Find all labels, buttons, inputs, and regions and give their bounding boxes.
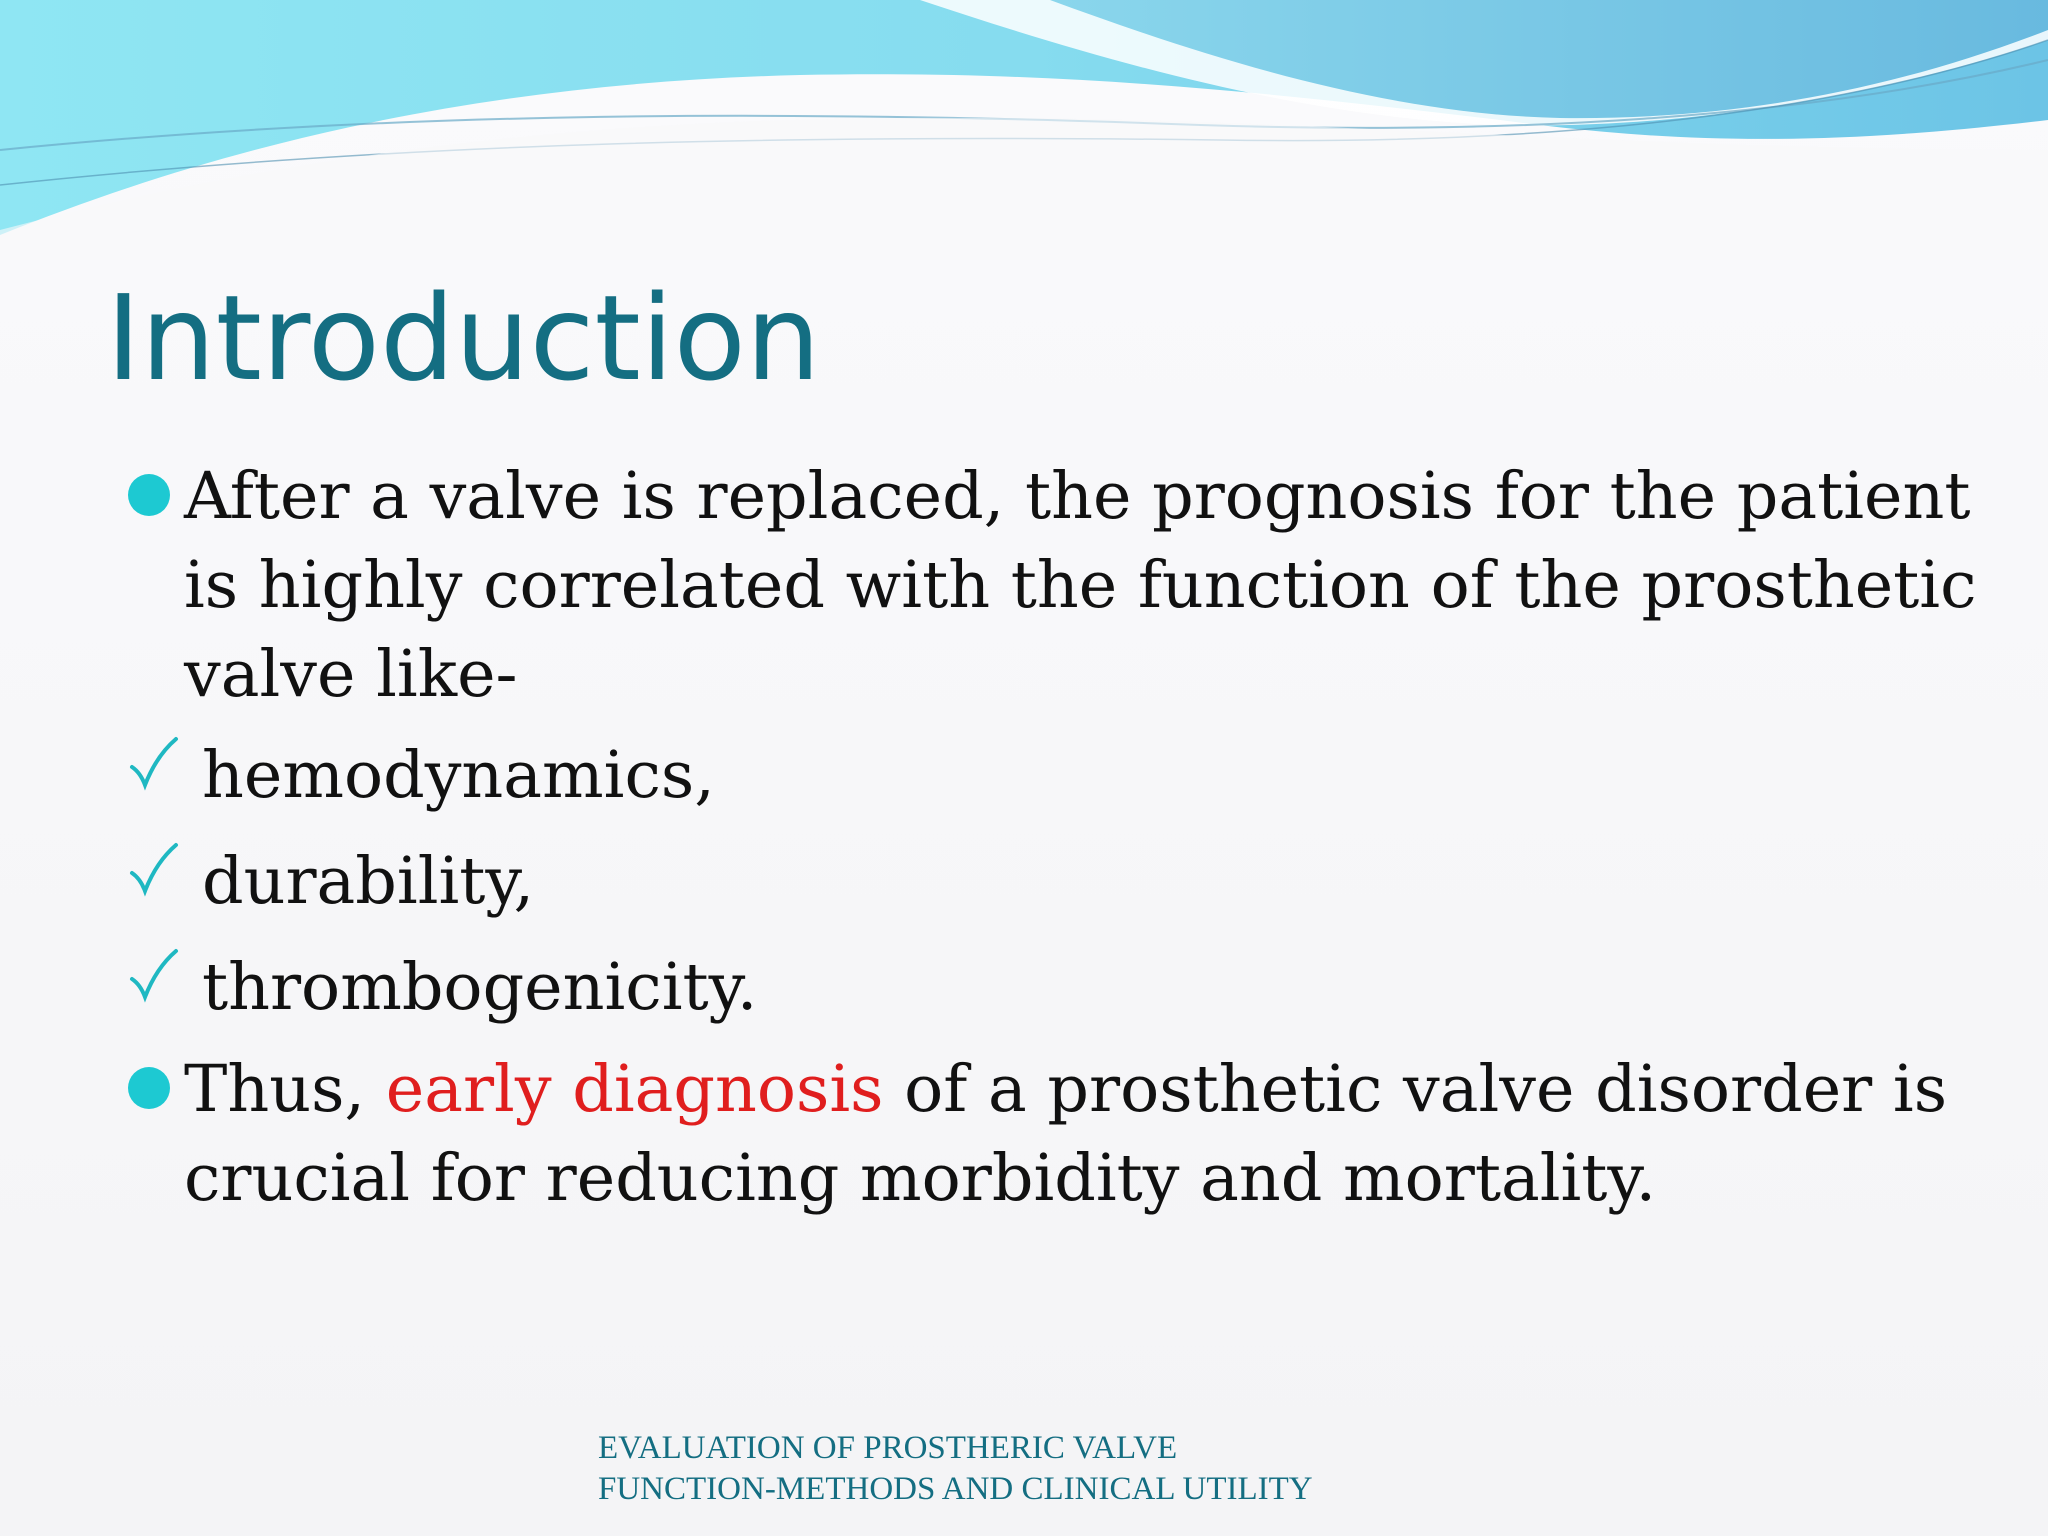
- footer-line-1: EVALUATION OF PROSTHERIC VALVE: [598, 1430, 1178, 1466]
- bullet-text-before: Thus,: [184, 1052, 386, 1127]
- highlight-text: early diagnosis: [385, 1052, 884, 1127]
- checklist-text: hemodynamics,: [202, 738, 715, 813]
- bullet-text-after: of a prosthetic valve disorder is crucial for reducing morbidity and mortality.: [184, 1052, 1948, 1216]
- bullet-item: [128, 452, 2008, 719]
- checklist-text: thrombogenicity.: [202, 950, 758, 1025]
- slide-title: Introduction: [106, 269, 821, 407]
- checklist-item: [128, 829, 2008, 935]
- bullet-text: After a valve is replaced, the prognosis for the patient is highly correlated with the function of the prosthetic valve like-: [184, 459, 1977, 712]
- checklist-item: [128, 723, 2008, 829]
- checklist-text: durability,: [202, 844, 535, 919]
- checkmark-icon: [128, 945, 180, 1005]
- checkmark-icon: [128, 839, 180, 899]
- bullet-item: [128, 1045, 2008, 1223]
- slide-body: [128, 452, 2008, 1223]
- slide-footer: [598, 1428, 1313, 1510]
- footer-line-2: FUNCTION-METHODS AND CLINICAL UTILITY: [598, 1471, 1313, 1507]
- bullet-dot-icon: [128, 474, 170, 516]
- bullet-dot-icon: [128, 1067, 170, 1109]
- checkmark-icon: [128, 733, 180, 793]
- header-wave-decoration: [0, 0, 2048, 260]
- checklist-item: [128, 935, 2008, 1041]
